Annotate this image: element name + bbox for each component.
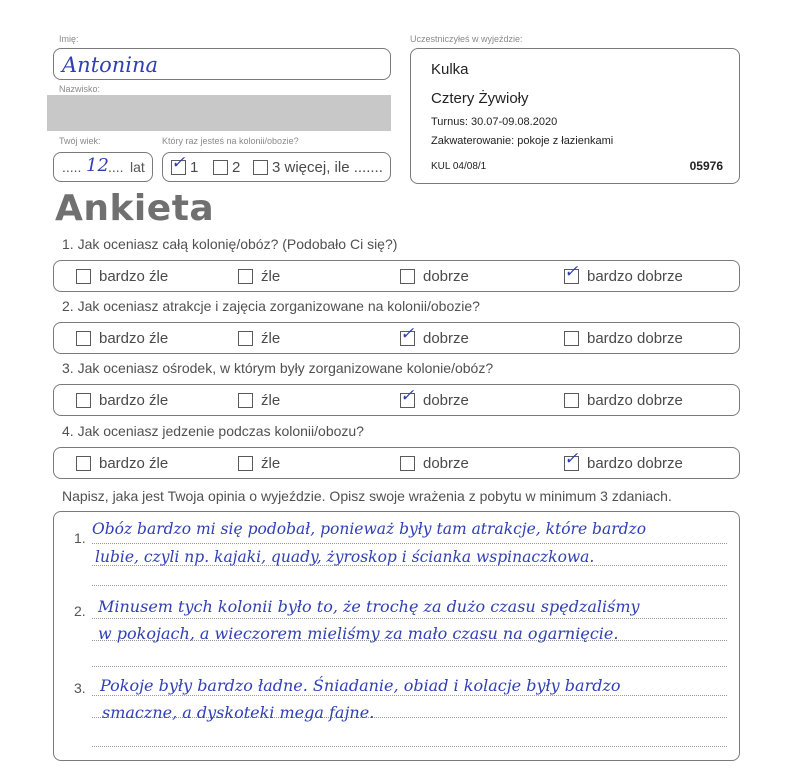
check-mark-icon: ✓ xyxy=(564,448,579,469)
answer-2-line-1: Minusem tych kolonii było to, że trochę za dużo czasu spędzaliśmy xyxy=(98,597,640,616)
rating-checkbox[interactable] xyxy=(238,269,253,284)
rating-option-label: bardzo źle xyxy=(99,329,169,347)
rating-option-label: bardzo dobrze xyxy=(587,329,683,347)
rating-option-label: bardzo dobrze xyxy=(587,454,683,472)
trip-info-box xyxy=(410,48,740,184)
question-3-option-2[interactable] xyxy=(238,385,280,415)
answer-number-3: 3. xyxy=(74,680,86,696)
rating-checkbox[interactable] xyxy=(238,393,253,408)
answer-1-line-2: lubie, czyli np. kajaki, quady, żyroskop i ścianka wspinaczkowa. xyxy=(95,548,595,566)
program-name: Cztery Żywioły xyxy=(431,90,529,107)
answer-3-line-1: Pokoje były bardzo ładne. Śniadanie, obiad i kolacje były bardzo xyxy=(100,676,621,695)
age-value: 12 xyxy=(86,155,109,176)
stays-option-label-2: 2 xyxy=(232,159,241,176)
surname-label: Nazwisko: xyxy=(59,84,101,94)
question-4-option-4[interactable] xyxy=(564,448,683,478)
stays-option-1[interactable] xyxy=(171,153,199,176)
trip-label: Uczestniczyłeś w wyjeździe: xyxy=(410,34,523,44)
rating-checkbox[interactable] xyxy=(76,331,91,346)
stays-checkbox-3[interactable] xyxy=(253,160,268,175)
question-4-option-2[interactable] xyxy=(238,448,280,478)
question-1-text: 1. Jak oceniasz całą kolonię/obóz? (Podobało Ci się?) xyxy=(62,236,398,252)
question-2-option-1[interactable] xyxy=(76,323,168,353)
answer-number-1: 1. xyxy=(74,530,86,546)
turnus-label: Turnus: xyxy=(431,116,468,128)
question-3-option-3[interactable] xyxy=(400,385,469,415)
age-suffix: lat xyxy=(130,159,145,175)
surname-redaction xyxy=(47,95,391,131)
rating-option-label: bardzo dobrze xyxy=(587,391,683,409)
accommodation-label: Zakwaterowanie: xyxy=(431,135,515,147)
question-3-option-4[interactable] xyxy=(564,385,683,415)
rating-option-label: bardzo dobrze xyxy=(587,267,683,285)
rating-option-label: bardzo źle xyxy=(99,267,169,285)
rating-option-label: źle xyxy=(261,329,281,347)
question-4-option-1[interactable] xyxy=(76,448,168,478)
question-2-options xyxy=(53,322,740,354)
rating-option-label: dobrze xyxy=(423,267,469,285)
age-dots: ..... xyxy=(62,159,82,175)
trip-code: KUL 04/08/1 xyxy=(431,161,487,172)
turnus-value: 30.07-09.08.2020 xyxy=(470,116,558,128)
age-dots-after: .... xyxy=(108,159,124,175)
question-1-options xyxy=(53,260,740,292)
question-3-text: 3. Jak oceniasz ośrodek, w którym były zorganizowane kolonie/obóz? xyxy=(62,360,494,376)
rating-checkbox[interactable] xyxy=(238,331,253,346)
rating-option-label: źle xyxy=(261,267,281,285)
question-4-option-3[interactable] xyxy=(400,448,469,478)
answer-2-line-2: w pokojach, a wieczorem mieliśmy za mało czasu na ogarnięcie. xyxy=(98,624,619,643)
check-mark-icon: ✓ xyxy=(400,385,415,406)
rating-checkbox[interactable] xyxy=(564,448,579,471)
age-field[interactable] xyxy=(53,152,153,182)
rating-checkbox[interactable] xyxy=(400,323,415,346)
rating-option-label: dobrze xyxy=(423,454,469,472)
camp-name: Kulka xyxy=(431,61,469,78)
question-2-option-4[interactable] xyxy=(564,323,683,353)
rating-checkbox[interactable] xyxy=(76,269,91,284)
check-mark-icon: ✓ xyxy=(564,261,579,282)
age-label: Twój wiek: xyxy=(59,136,101,146)
stays-checkbox-1[interactable] xyxy=(171,153,186,175)
check-mark-icon: ✓ xyxy=(400,323,415,344)
name-field[interactable] xyxy=(53,48,391,80)
name-value: Antonina xyxy=(62,53,159,77)
rating-checkbox[interactable] xyxy=(564,261,579,284)
trip-number: 05976 xyxy=(689,159,723,173)
question-2-text: 2. Jak oceniasz atrakcje i zajęcia zorganizowane na kolonii/obozie? xyxy=(62,298,480,314)
writing-line xyxy=(92,543,727,544)
question-1-option-1[interactable] xyxy=(76,261,168,291)
stays-option-3[interactable] xyxy=(253,159,383,176)
check-mark-icon: ✓ xyxy=(171,153,186,173)
question-2-option-2[interactable] xyxy=(238,323,280,353)
survey-title: Ankieta xyxy=(55,188,215,229)
stays-field xyxy=(162,152,391,182)
answer-number-2: 2. xyxy=(74,603,86,619)
rating-checkbox[interactable] xyxy=(564,331,579,346)
rating-checkbox[interactable] xyxy=(238,456,253,471)
rating-checkbox[interactable] xyxy=(564,393,579,408)
writing-line xyxy=(92,746,727,747)
rating-option-label: źle xyxy=(261,454,281,472)
rating-option-label: źle xyxy=(261,391,281,409)
stays-option-label-3: 3 więcej, ile ....... xyxy=(272,159,383,176)
rating-checkbox[interactable] xyxy=(76,456,91,471)
question-1-option-3[interactable] xyxy=(400,261,469,291)
answer-1-line-1: Obóz bardzo mi się podobał, ponieważ były tam atrakcje, które bardzo xyxy=(92,520,647,538)
turnus-line xyxy=(431,116,557,128)
stays-option-label-1: 1 xyxy=(190,159,199,176)
accommodation-line xyxy=(431,135,613,147)
rating-checkbox[interactable] xyxy=(400,456,415,471)
rating-option-label: dobrze xyxy=(423,329,469,347)
question-2-option-3[interactable] xyxy=(400,323,469,353)
rating-checkbox[interactable] xyxy=(76,393,91,408)
question-3-options xyxy=(53,384,740,416)
question-1-option-2[interactable] xyxy=(238,261,280,291)
writing-line xyxy=(92,666,727,667)
name-label: Imię: xyxy=(59,34,79,44)
rating-option-label: dobrze xyxy=(423,391,469,409)
stays-option-2[interactable] xyxy=(213,159,240,176)
opinion-prompt: Napisz, jaka jest Twoja opinia o wyjeździe. Opisz swoje wrażenia z pobytu w minimum 3 zdaniach. xyxy=(62,488,672,504)
answer-3-line-2: smaczne, a dyskoteki mega fajne. xyxy=(102,703,375,722)
rating-checkbox[interactable] xyxy=(400,385,415,408)
question-3-option-1[interactable] xyxy=(76,385,168,415)
rating-option-label: bardzo źle xyxy=(99,454,169,472)
stays-checkbox-2[interactable] xyxy=(213,160,228,175)
question-4-options xyxy=(53,447,740,479)
question-1-option-4[interactable] xyxy=(564,261,683,291)
rating-option-label: bardzo źle xyxy=(99,391,169,409)
question-4-text: 4. Jak oceniasz jedzenie podczas kolonii/obozu? xyxy=(62,423,364,439)
stays-label: Który raz jesteś na kolonii/obozie? xyxy=(162,136,299,146)
accommodation-value: pokoje z łazienkami xyxy=(517,135,614,147)
writing-line xyxy=(92,618,727,619)
rating-checkbox[interactable] xyxy=(400,269,415,284)
writing-line xyxy=(92,585,727,586)
